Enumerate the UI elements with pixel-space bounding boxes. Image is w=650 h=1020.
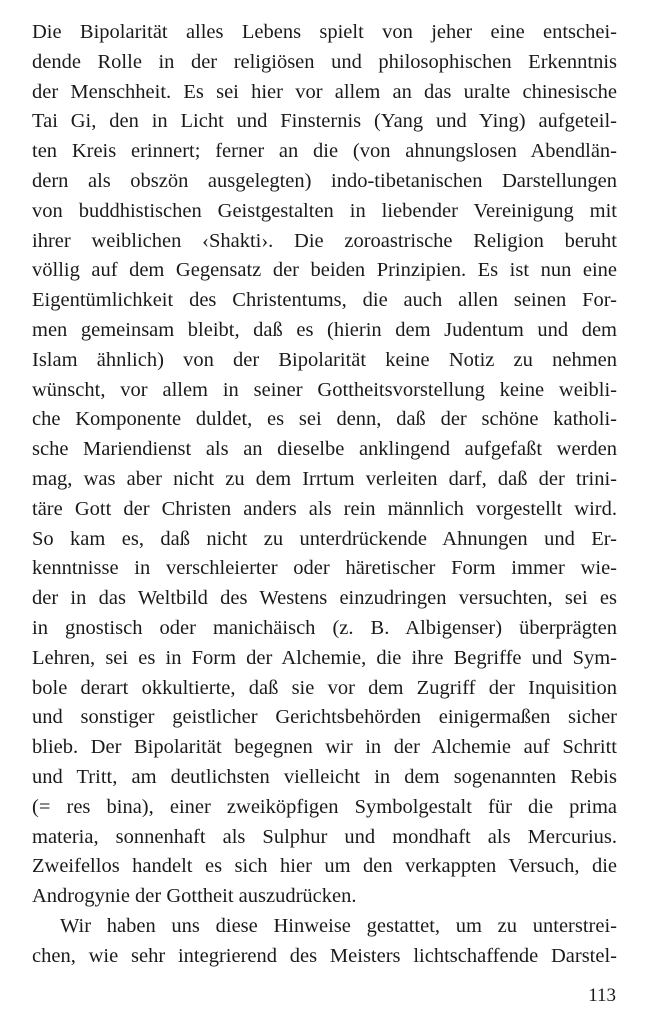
text-line: Tai Gi, den in Licht und Finsternis (Yang und Ying) aufgeteil-: [32, 110, 617, 133]
text-line: und sonstiger geistlicher Gerichtsbehörden einigermaßen sicher: [32, 706, 617, 729]
text-line: kenntnisse in verschleierter oder häretischer Form immer wie-: [32, 557, 617, 580]
text-line: Androgynie der Gottheit auszudrücken.: [32, 885, 357, 908]
text-line: Islam ähnlich) von der Bipolarität keine Notiz zu nehmen: [32, 348, 617, 371]
text-line: der Menschheit. Es sei hier vor allem an das uralte chinesische: [32, 80, 617, 103]
text-line: dende Rolle in der religiösen und philosophischen Erkenntnis: [32, 50, 617, 73]
body-text: [32, 18, 617, 972]
text-line: So kam es, daß nicht zu unterdrückende Ahnungen und Er-: [32, 527, 617, 550]
text-line: sche Mariendienst als an dieselbe anklingend aufgefaßt werden: [32, 438, 617, 461]
text-line: materia, sonnenhaft als Sulphur und mondhaft als Mercurius.: [32, 825, 617, 848]
paragraph-2: [32, 912, 617, 972]
text-line: Zweifellos handelt es sich hier um den verkappten Versuch, die: [32, 855, 617, 878]
paragraph-1: [32, 18, 617, 912]
text-line: dern als obszön ausgelegten) indo-tibetanischen Darstellungen: [32, 169, 617, 192]
text-line: men gemeinsam bleibt, daß es (hierin dem Judentum und dem: [32, 318, 617, 341]
text-line: chen, wie sehr integrierend des Meisters lichtschaffende Darstel-: [32, 944, 617, 967]
text-line: mag, was aber nicht zu dem Irrtum verleiten darf, daß der trini-: [32, 467, 617, 490]
page-number: 113: [588, 985, 616, 1006]
text-line: täre Gott der Christen anders als rein männlich vorgestellt wird.: [32, 497, 617, 520]
text-line: ihrer weiblichen ‹Shakti›. Die zoroastrische Religion beruht: [32, 229, 617, 252]
text-line: Die Bipolarität alles Lebens spielt von jeher eine entschei-: [32, 21, 617, 43]
text-line: von buddhistischen Geistgestalten in liebender Vereinigung mit: [32, 199, 617, 222]
text-line: (= res bina), einer zweiköpfigen Symbolgestalt für die prima: [32, 795, 617, 818]
text-line: in gnostisch oder manichäisch (z. B. Albigenser) überprägten: [32, 616, 617, 639]
text-line: Wir haben uns diese Hinweise gestattet, um zu unterstrei-: [60, 914, 617, 937]
text-line: ten Kreis erinnert; ferner an die (von ahnungslosen Abendlän-: [32, 140, 617, 163]
text-line: blieb. Der Bipolarität begegnen wir in der Alchemie auf Schritt: [32, 736, 617, 759]
text-line: che Komponente duldet, es sei denn, daß der schöne katholi-: [32, 408, 617, 431]
text-line: wünscht, vor allem in seiner Gottheitsvorstellung keine weibli-: [32, 378, 617, 401]
text-line: und Tritt, am deutlichsten vielleicht in dem sogenannten Rebis: [32, 765, 617, 788]
text-line: der in das Weltbild des Westens einzudringen versuchten, sei es: [32, 587, 617, 610]
text-line: Eigentümlichkeit des Christentums, die auch allen seinen For-: [32, 289, 617, 312]
text-line: Lehren, sei es in Form der Alchemie, die ihre Begriffe und Sym-: [32, 646, 617, 669]
text-line: bole derart okkultierte, daß sie vor dem Zugriff der Inquisition: [32, 676, 617, 699]
text-line: völlig auf dem Gegensatz der beiden Prinzipien. Es ist nun eine: [32, 259, 617, 282]
